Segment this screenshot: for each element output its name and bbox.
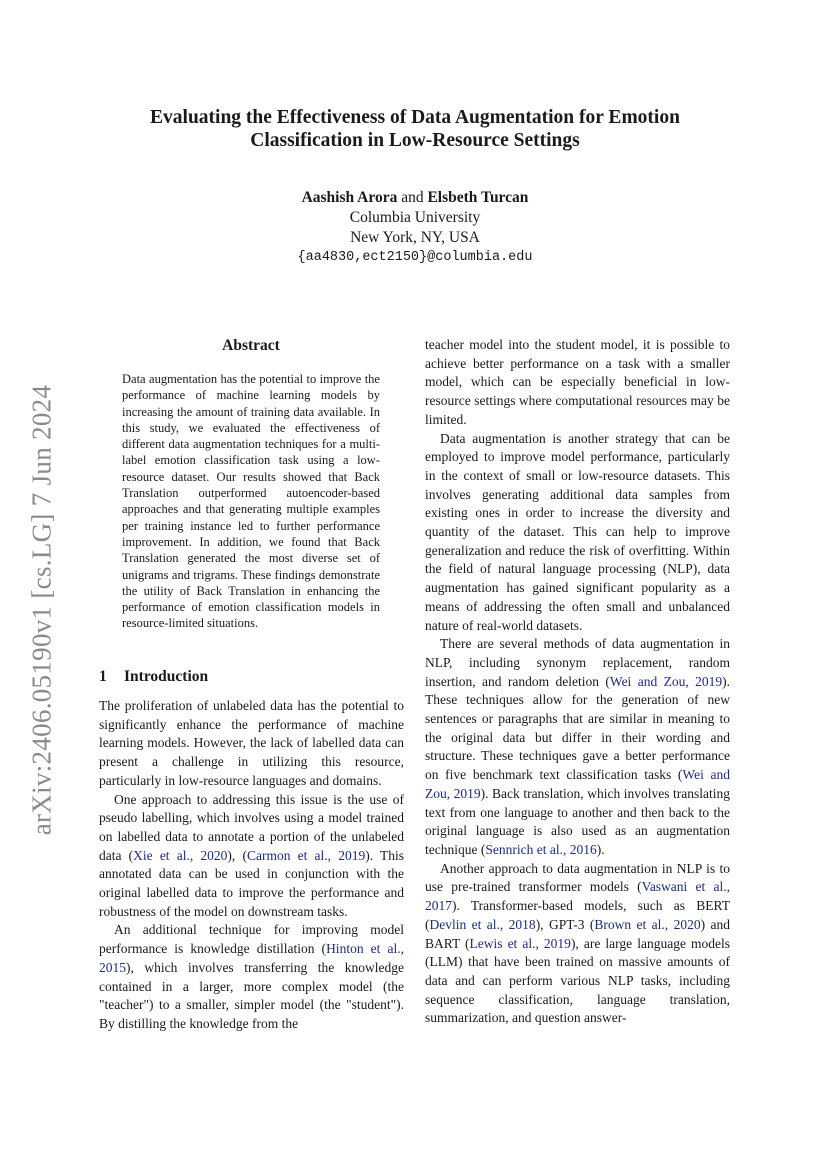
right-column bbox=[425, 336, 730, 1028]
arxiv-sidebar bbox=[22, 375, 62, 845]
citation-link[interactable]: Wei and Zou, 2019 bbox=[425, 767, 730, 801]
email: {aa4830,ect2150}@columbia.edu bbox=[297, 250, 533, 265]
text-run: Another approach to data augmentation in NLP is to use pre-trained transformer models ( bbox=[425, 860, 730, 895]
citation-link[interactable]: Hinton et al., 2015 bbox=[99, 941, 404, 975]
text-run: ). bbox=[596, 841, 605, 857]
text-run: One approach to addressing this issue is the use of pseudo labelling, which involves using a model trained on labelled data to annotate a portion of the unlabeled data ( bbox=[99, 791, 404, 863]
paper-title bbox=[110, 106, 720, 152]
section-title: Introduction bbox=[124, 668, 209, 685]
author-conjunction: and bbox=[401, 189, 424, 206]
title-line-2: Classification in Low-Resource Settings bbox=[250, 130, 580, 151]
text-run: An additional technique for improving model performance is knowledge distillation ( bbox=[99, 922, 404, 957]
citation-link[interactable]: Vaswani et al., 2017 bbox=[425, 879, 730, 914]
citation-link[interactable]: Carmon et al., 2019 bbox=[246, 847, 366, 863]
author-2: Elsbeth Turcan bbox=[427, 189, 529, 206]
citation-link[interactable]: Xie et al., 2020 bbox=[133, 847, 228, 863]
author-line bbox=[110, 188, 720, 208]
text-run: ). This annotated data can be used in conjunction with the original labelled data to improve the performance and robustness of the model on downstream tasks. bbox=[99, 847, 405, 919]
text-run: ). These techniques allow for the generation of new sentences or paragraphs that are similar in meaning to the original data but differ in their wording and structure. These techniques gave a better performance on five benchmark text classification tasks ( bbox=[425, 673, 730, 783]
text-run: There are several methods of data augmentation in NLP, including synonym replacement, random insertion, and random deletion ( bbox=[425, 636, 730, 689]
text-run: ) and BART ( bbox=[425, 916, 730, 951]
author-1: Aashish Arora bbox=[301, 189, 398, 206]
citation-link[interactable]: Wei and Zou, 2019 bbox=[609, 673, 723, 689]
citation-link[interactable]: Devlin et al., 2018 bbox=[429, 916, 536, 932]
text-run: ), are large language models (LLM) that have been trained on massive amounts of data and can perform various NLP tasks, including sequence classification, language translation, summarization, and question answer- bbox=[425, 935, 730, 1026]
text-run: ). Back translation, which involves translating text from one language to another and then back to the original language is also used as an augmentation technique ( bbox=[425, 785, 730, 857]
affiliation: Columbia University bbox=[349, 209, 481, 226]
abstract-text: Data augmentation has the potential to improve the performance of machine learning models by increasing the amount of training data available. In this study, we evaluated the effectiveness of different data augmentation techniques for a multi-label emotion classification task using a low-resource dataset. Our results showed that Back Translation outperformed autoencoder-based approaches and that generating multiple examples per training instance led to further performance improvement. In addition, we found that Back Translation generated the most diverse set of unigrams and trigrams. These findings demonstrate the utility of Back Translation in enhancing the performance of emotion classification models in resource-limited situations. bbox=[122, 372, 380, 631]
citation-link[interactable]: Sennrich et al., 2016 bbox=[485, 841, 597, 857]
arxiv-identifier: arXiv:2406.05190v1 [cs.LG] 7 Jun 2024 bbox=[26, 384, 57, 836]
intro-paragraph-5 bbox=[425, 635, 730, 859]
text-run: ), which involves transferring the knowledge contained in a larger, more complex model (the "teacher") to a smaller, simpler model (the "student"). By distilling the knowledge from the bbox=[99, 959, 404, 1031]
intro-paragraph-4: Data augmentation is another strategy that can be employed to improve model performance, particularly in the context of small or low-resource datasets. This involves generating additional data samples from existing ones in order to increase the diversity and quantity of the dataset. This can help to improve generalization and reduce the risk of overfitting. Within the field of natural language processing (NLP), data augmentation has gained significant popularity as a means of addressing the often small and unbalanced nature of real-world datasets. bbox=[425, 430, 730, 633]
intro-paragraph-6 bbox=[425, 860, 730, 1028]
intro-paragraph-2 bbox=[99, 791, 404, 922]
text-run: ), ( bbox=[227, 847, 247, 863]
citation-link[interactable]: Brown et al., 2020 bbox=[594, 916, 701, 932]
abstract-heading: Abstract bbox=[222, 337, 280, 354]
citation-link[interactable]: Lewis et al., 2019 bbox=[469, 935, 571, 951]
title-line-1: Evaluating the Effectiveness of Data Augmentation for Emotion bbox=[150, 107, 680, 128]
text-run: ). Transformer-based models, such as BERT ( bbox=[425, 898, 730, 932]
author-block bbox=[110, 188, 720, 268]
left-column bbox=[99, 697, 404, 1034]
section-heading bbox=[99, 668, 208, 686]
location: New York, NY, USA bbox=[350, 229, 480, 246]
text-run: ), GPT-3 ( bbox=[535, 916, 595, 932]
intro-paragraph-3-cont: teacher model into the student model, it is possible to achieve better performance on a task with a smaller model, which can be especially beneficial in low-resource settings where computational resources may be limited. bbox=[425, 337, 730, 427]
intro-paragraph-3 bbox=[99, 921, 404, 1033]
intro-paragraph-1: The proliferation of unlabeled data has the potential to significantly enhance the performance of machine learning models. However, the lack of labelled data can present a challenge in utilizing this resource, particularly in low-resource languages and domains. bbox=[99, 698, 404, 788]
section-number: 1 bbox=[99, 668, 107, 685]
